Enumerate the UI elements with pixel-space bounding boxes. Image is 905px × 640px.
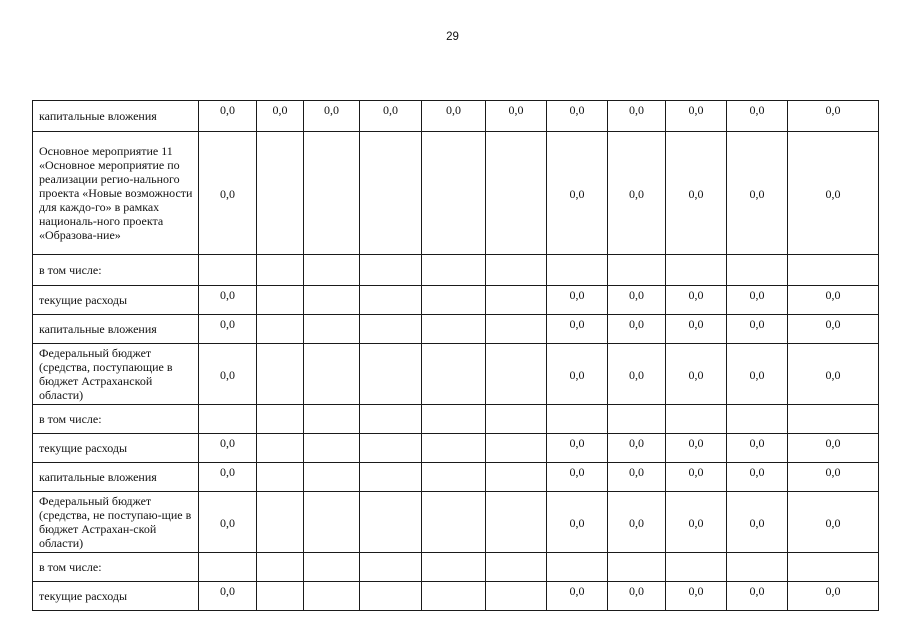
value-cell: 0,0 <box>788 463 879 492</box>
value-cell: 0,0 <box>199 463 257 492</box>
table-row <box>33 255 879 286</box>
row-label: Федеральный бюджет (средства, не поступаю-щие в бюджет Астрахан-ской области) <box>33 492 199 553</box>
value-cell <box>422 434 486 463</box>
table-row <box>33 344 879 405</box>
value-cell <box>486 255 547 286</box>
table-row <box>33 405 879 434</box>
row-label: капитальные вложения <box>33 101 199 132</box>
value-cell: 0,0 <box>608 315 666 344</box>
value-cell: 0,0 <box>547 434 608 463</box>
value-cell <box>608 405 666 434</box>
value-cell <box>486 315 547 344</box>
value-cell: 0,0 <box>666 315 727 344</box>
value-cell <box>360 132 422 255</box>
table-row <box>33 553 879 582</box>
value-cell: 0,0 <box>666 101 727 132</box>
value-cell <box>257 132 304 255</box>
value-cell <box>360 434 422 463</box>
value-cell: 0,0 <box>547 315 608 344</box>
value-cell: 0,0 <box>788 315 879 344</box>
value-cell <box>422 344 486 405</box>
value-cell <box>199 553 257 582</box>
value-cell: 0,0 <box>360 101 422 132</box>
value-cell <box>360 255 422 286</box>
value-cell: 0,0 <box>199 315 257 344</box>
value-cell: 0,0 <box>608 492 666 553</box>
value-cell: 0,0 <box>727 132 788 255</box>
value-cell <box>422 405 486 434</box>
value-cell: 0,0 <box>666 492 727 553</box>
value-cell: 0,0 <box>727 344 788 405</box>
value-cell: 0,0 <box>666 434 727 463</box>
value-cell <box>666 255 727 286</box>
value-cell: 0,0 <box>547 582 608 611</box>
value-cell <box>547 255 608 286</box>
row-label: в том числе: <box>33 405 199 434</box>
value-cell <box>422 582 486 611</box>
value-cell: 0,0 <box>422 101 486 132</box>
value-cell <box>304 286 360 315</box>
value-cell <box>360 553 422 582</box>
table-row <box>33 582 879 611</box>
value-cell: 0,0 <box>608 286 666 315</box>
value-cell <box>304 315 360 344</box>
value-cell <box>257 553 304 582</box>
value-cell <box>422 553 486 582</box>
value-cell <box>257 582 304 611</box>
page-number: 29 <box>446 31 459 43</box>
value-cell <box>486 492 547 553</box>
row-label: Основное мероприятие 11 «Основное мероприятие по реализации регио-нального проекта «Новые возможности для каждо-го» в рамках националь-ного проекта «Образова-ние» <box>33 132 199 255</box>
value-cell <box>422 286 486 315</box>
value-cell: 0,0 <box>547 463 608 492</box>
row-label: текущие расходы <box>33 286 199 315</box>
row-label: текущие расходы <box>33 434 199 463</box>
value-cell <box>304 582 360 611</box>
value-cell: 0,0 <box>547 101 608 132</box>
value-cell <box>360 405 422 434</box>
value-cell <box>422 132 486 255</box>
value-cell: 0,0 <box>199 286 257 315</box>
value-cell <box>422 492 486 553</box>
value-cell: 0,0 <box>608 132 666 255</box>
value-cell <box>304 255 360 286</box>
value-cell: 0,0 <box>788 286 879 315</box>
value-cell <box>199 255 257 286</box>
value-cell: 0,0 <box>608 582 666 611</box>
value-cell: 0,0 <box>608 463 666 492</box>
value-cell <box>304 463 360 492</box>
value-cell <box>304 434 360 463</box>
value-cell <box>727 553 788 582</box>
value-cell <box>486 553 547 582</box>
value-cell <box>422 315 486 344</box>
value-cell: 0,0 <box>666 132 727 255</box>
value-cell <box>727 405 788 434</box>
table-row <box>33 315 879 344</box>
value-cell <box>304 553 360 582</box>
value-cell <box>422 255 486 286</box>
value-cell <box>257 463 304 492</box>
value-cell: 0,0 <box>727 492 788 553</box>
value-cell <box>547 405 608 434</box>
value-cell: 0,0 <box>608 434 666 463</box>
value-cell <box>486 434 547 463</box>
value-cell <box>304 132 360 255</box>
value-cell <box>304 405 360 434</box>
value-cell: 0,0 <box>727 286 788 315</box>
value-cell <box>257 492 304 553</box>
value-cell: 0,0 <box>666 344 727 405</box>
row-label: текущие расходы <box>33 582 199 611</box>
value-cell <box>422 463 486 492</box>
value-cell: 0,0 <box>547 344 608 405</box>
value-cell <box>486 405 547 434</box>
value-cell <box>360 492 422 553</box>
value-cell <box>486 582 547 611</box>
value-cell: 0,0 <box>788 101 879 132</box>
value-cell: 0,0 <box>788 582 879 611</box>
value-cell: 0,0 <box>608 101 666 132</box>
value-cell: 0,0 <box>727 315 788 344</box>
value-cell <box>257 255 304 286</box>
value-cell: 0,0 <box>199 492 257 553</box>
row-label: Федеральный бюджет (средства, поступающие в бюджет Астраханской области) <box>33 344 199 405</box>
value-cell <box>360 315 422 344</box>
value-cell <box>257 286 304 315</box>
value-cell: 0,0 <box>666 463 727 492</box>
table-row <box>33 132 879 255</box>
value-cell: 0,0 <box>727 582 788 611</box>
value-cell <box>257 315 304 344</box>
value-cell <box>666 553 727 582</box>
row-label: в том числе: <box>33 255 199 286</box>
value-cell: 0,0 <box>199 132 257 255</box>
row-label: в том числе: <box>33 553 199 582</box>
table-row <box>33 463 879 492</box>
value-cell <box>304 344 360 405</box>
value-cell <box>257 344 304 405</box>
value-cell: 0,0 <box>788 492 879 553</box>
value-cell <box>788 553 879 582</box>
budget-table <box>32 100 879 611</box>
value-cell <box>486 463 547 492</box>
value-cell: 0,0 <box>727 101 788 132</box>
table-row <box>33 286 879 315</box>
value-cell <box>360 582 422 611</box>
value-cell <box>257 434 304 463</box>
value-cell <box>666 405 727 434</box>
value-cell: 0,0 <box>257 101 304 132</box>
value-cell <box>727 255 788 286</box>
value-cell: 0,0 <box>547 492 608 553</box>
value-cell <box>608 255 666 286</box>
value-cell: 0,0 <box>304 101 360 132</box>
table-row <box>33 434 879 463</box>
value-cell <box>608 553 666 582</box>
value-cell: 0,0 <box>727 463 788 492</box>
value-cell <box>360 286 422 315</box>
value-cell <box>486 286 547 315</box>
value-cell: 0,0 <box>199 434 257 463</box>
row-label: капитальные вложения <box>33 315 199 344</box>
value-cell <box>360 463 422 492</box>
value-cell: 0,0 <box>199 101 257 132</box>
value-cell: 0,0 <box>788 344 879 405</box>
value-cell <box>547 553 608 582</box>
value-cell <box>304 492 360 553</box>
value-cell: 0,0 <box>486 101 547 132</box>
value-cell: 0,0 <box>788 434 879 463</box>
value-cell <box>360 344 422 405</box>
value-cell: 0,0 <box>199 344 257 405</box>
row-label: капитальные вложения <box>33 463 199 492</box>
value-cell <box>199 405 257 434</box>
table-row <box>33 492 879 553</box>
value-cell: 0,0 <box>666 286 727 315</box>
table-row <box>33 101 879 132</box>
value-cell <box>486 344 547 405</box>
value-cell: 0,0 <box>727 434 788 463</box>
value-cell: 0,0 <box>547 132 608 255</box>
value-cell: 0,0 <box>547 286 608 315</box>
value-cell <box>788 255 879 286</box>
value-cell <box>788 405 879 434</box>
value-cell: 0,0 <box>199 582 257 611</box>
value-cell <box>257 405 304 434</box>
value-cell: 0,0 <box>666 582 727 611</box>
value-cell: 0,0 <box>788 132 879 255</box>
value-cell <box>486 132 547 255</box>
value-cell: 0,0 <box>608 344 666 405</box>
